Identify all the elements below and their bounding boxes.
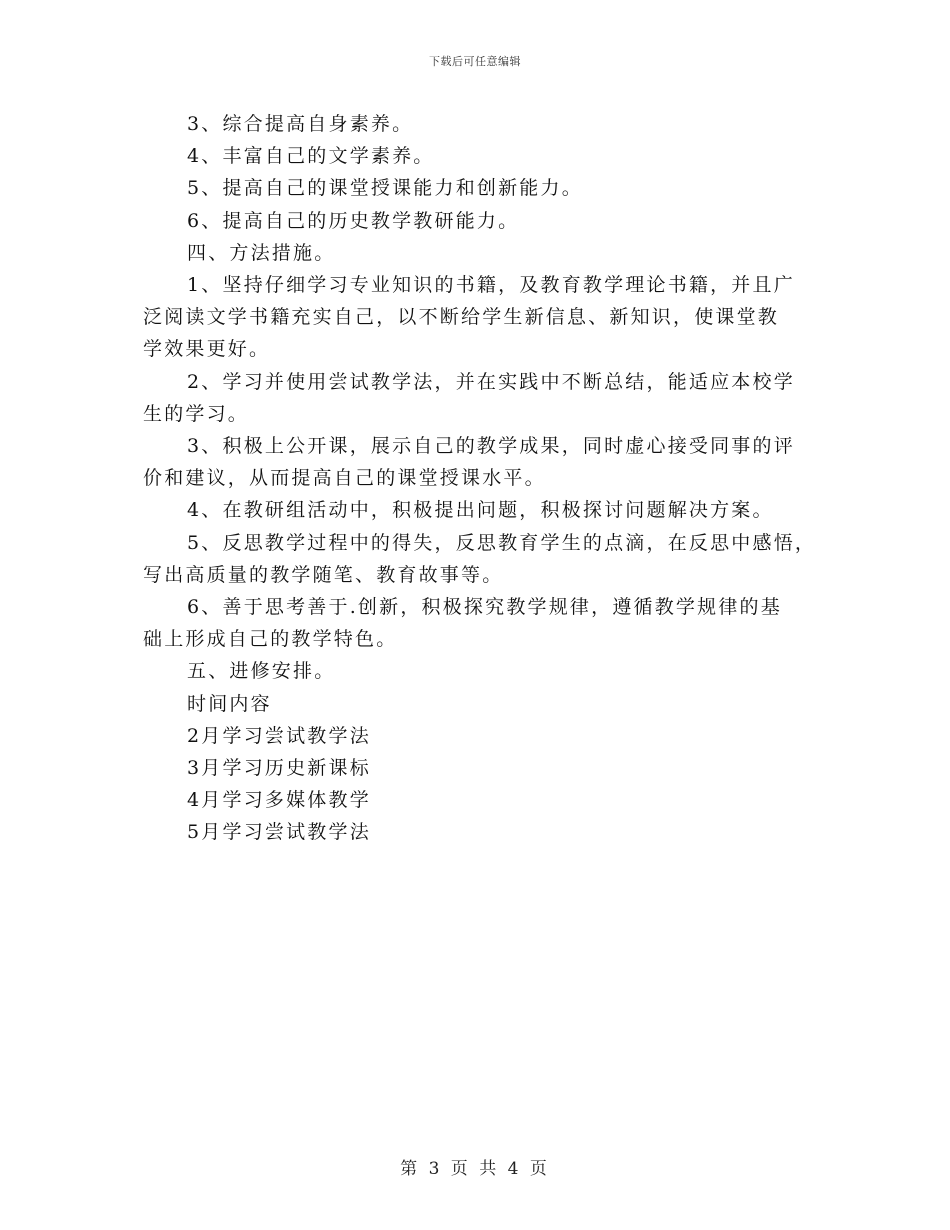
paragraph-line: 4、丰富自己的文学素养。 <box>187 145 435 168</box>
paragraph-line: 础上形成自己的教学特色。 <box>143 628 398 651</box>
paragraph-line: 价和建议，从而提高自己的课堂授课水平。 <box>143 467 546 490</box>
paragraph-line: 5、反思教学过程中的得失，反思教育学生的点滴，在反思中感悟， <box>187 531 817 554</box>
document-body <box>143 108 823 849</box>
schedule-item: 2月学习尝试教学法 <box>187 724 371 747</box>
section-heading: 四、方法措施。 <box>187 241 336 264</box>
paragraph-line: 3、积极上公开课，展示自己的教学成果，同时虚心接受同事的评 <box>187 435 795 458</box>
paragraph-line: 2、学习并使用尝试教学法，并在实践中不断总结，能适应本校学 <box>187 370 795 393</box>
paragraph-line: 6、提高自己的历史教学教研能力。 <box>187 209 520 232</box>
paragraph-line: 5、提高自己的课堂授课能力和创新能力。 <box>187 177 583 200</box>
page-number-footer: 第 3 页 共 4 页 <box>400 1159 550 1179</box>
schedule-item: 5月学习尝试教学法 <box>187 821 371 844</box>
paragraph-line: 生的学习。 <box>143 402 250 425</box>
paragraph-line: 泛阅读文学书籍充实自己，以不断给学生新信息、新知识，使课堂教 <box>143 306 780 329</box>
paragraph-line: 学效果更好。 <box>143 338 271 361</box>
paragraph-line: 写出高质量的教学随笔、教育故事等。 <box>143 563 504 586</box>
page-header-note: 下载后可任意编辑 <box>429 55 521 68</box>
paragraph-line: 6、善于思考善于.创新，积极探究教学规律，遵循教学规律的基 <box>187 596 782 619</box>
paragraph-line: 1、坚持仔细学习专业知识的书籍，及教育教学理论书籍，并且广 <box>187 274 795 297</box>
paragraph-line: 3、综合提高自身素养。 <box>187 113 414 135</box>
schedule-item: 3月学习历史新课标 <box>187 757 371 780</box>
schedule-header: 时间内容 <box>187 692 272 715</box>
section-heading: 五、进修安排。 <box>187 660 336 683</box>
schedule-item: 4月学习多媒体教学 <box>187 789 371 812</box>
paragraph-line: 4、在教研组活动中，积极提出问题，积极探讨问题解决方案。 <box>187 499 774 522</box>
